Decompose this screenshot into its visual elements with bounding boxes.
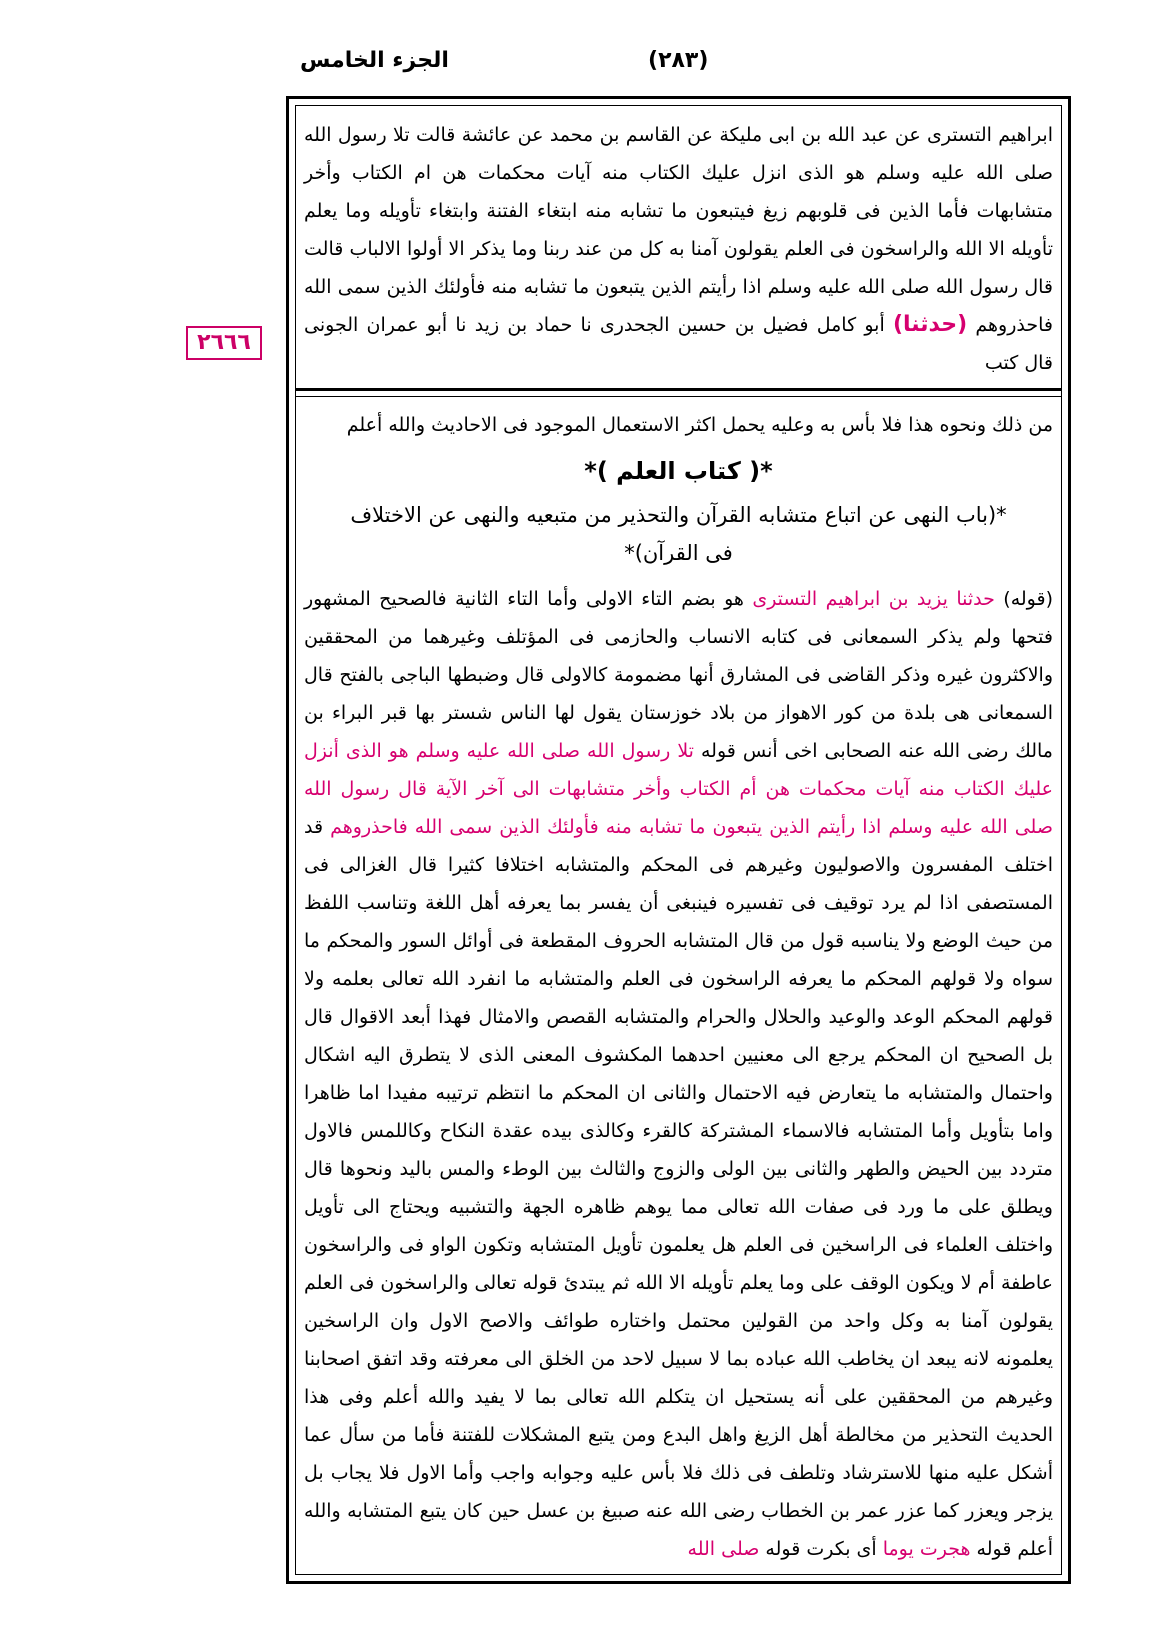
hadith-quote: تلا رسول الله صلى الله عليه وسلم هو الذى أنزل عليك الكتاب منه آيات محكمات هن أم الكتاب وأخر متشابهات الى آخر الآية قال رسول الله صلى الله عليه وسلم اذا رأيتم الذين يتبعون ما تشابه منه فأولئك الذين سمى الله فاحذروهم [304, 740, 1053, 838]
commentary-text-1: هو بضم التاء الاولى وأما التاء الثانية فالصحيح المشهور فتحها ولم يذكر السمعانى فى كتابه الانساب والحازمى فى المؤتلف وغيرهما من المحققين والاكثرون غيره وذكر القاضى فى المشارق أنها مضمومة كالاولى قال وضبطها الباجى بالفتح قال السمعانى هى بلدة من كور الاهواز من بلاد خوزستان يقول لها الناس شستر بها قبر البراء بن مالك رضى الله عنه الصحابى اخى أنس قوله [304, 588, 1053, 762]
commentary-paragraph [304, 580, 1053, 1568]
section-divider-thin [296, 396, 1061, 397]
commentary-text-3: أى بكرت قوله [759, 1538, 883, 1560]
haddathana-marker: (حدثنا) [892, 312, 968, 337]
section-divider-thick [296, 388, 1061, 391]
commentary-intro: من ذلك ونحوه هذا فلا بأس به وعليه يحمل اكثر الاستعمال الموجود فى الاحاديث والله أعلم [346, 414, 1053, 436]
bab-heading: *(باب النهى عن اتباع متشابه القرآن والتحذير من متبعيه والنهى عن الاختلاف فى القرآن)* [350, 503, 1007, 565]
hadith-text: ابراهيم التسترى عن عبد الله بن ابى مليكة عن القاسم بن محمد عن عائشة قالت تلا رسول الله صلى الله عليه وسلم هو الذى انزل عليك الكتاب منه آيات محكمات هن ام الكتاب وأخر متشابهات فأما الذين فى قلوبهم زيغ فيتبعون ما تشابه منه ابتغاء الفتنة وابتغاء تأويله وما يعلم تأويله الا الله والراسخون فى العلم يقولون آمنا به كل من عند ربنا وما يذكر الا أولوا الالباب قالت قال رسول الله صلى الله عليه وسلم اذا رأيتم الذين يتبعون ما تشابه منه فأولئك الذين سمى الله فاحذروهم [304, 124, 1053, 336]
hadith-isnad: أبو كامل فضيل بن حسين الجحدرى نا حماد بن زيد نا أبو عمران الجونى قال كتب [304, 314, 1053, 374]
page-frame-inner [295, 105, 1062, 1575]
narrator-name: حدثنا يزيد بن ابراهيم التسترى [752, 588, 995, 610]
commentary-section [304, 406, 1053, 1568]
quoted-phrase-hajart: هجرت يوما [882, 1538, 971, 1560]
hadith-number-badge: ٢٦٦٦ [186, 326, 262, 360]
quoted-phrase-end: صلى الله [687, 1538, 760, 1560]
hadith-text-section [304, 116, 1053, 378]
qawluhu-marker: (قوله) [994, 588, 1053, 610]
kitab-heading: *( كتاب العلم )* [584, 457, 773, 485]
page-number: (٢٨٣) [648, 48, 709, 73]
page-frame [286, 96, 1071, 1584]
running-header-part: الجزء الخامس [300, 48, 449, 73]
commentary-text-2: قد اختلف المفسرون والاصوليون وغيرهم فى المحكم والمتشابه اختلافا كثيرا قال الغزالى فى المستصفى اذا لم يرد توقيف فى تفسيره فينبغى أن يفسر بما يعرفه أهل اللغة وتناسب اللفظ من حيث الوضع ولا يناسبه قول من قال المتشابه الحروف المقطعة فى أوائل السور والمحكم ما سواه ولا قولهم المحكم ما يعرفه الراسخون فى العلم والمتشابه ما انفرد الله تعالى بعلمه ولا قولهم المحكم الوعد والوعيد والحلال والحرام والمتشابه القصص والامثال فهذا أبعد الاقوال قال بل الصحيح ان المحكم يرجع الى معنيين احدهما المكشوف المعنى الذى لا يتطرق اليه اشكال واحتمال والمتشابه ما يتعارض فيه الاحتمال والثانى ان المحكم ما انتظم ترتيبه مفيدا اما ظاهرا واما بتأويل وأما المتشابه فالاسماء المشتركة كالقرء وكالذى بيده عقدة النكاح وكاللمس فالاول متردد بين الحيض والطهر والثانى بين الولى والزوج والثالث بين الوطء والمس باليد ونحوها قال ويطلق على ما ورد فى صفات الله تعالى مما يوهم ظاهره الجهة والتشبيه ويحتاج الى تأويل واختلف العلماء فى الراسخين فى العلم هل يعلمون تأويل المتشابه وتكون الواو فى والراسخون عاطفة أم لا ويكون الوقف على وما يعلم تأويله الا الله ثم يبتدئ قوله تعالى والراسخون فى العلم يقولون آمنا به وكل واحد من القولين محتمل واختاره طوائف والاصح الاول وان الراسخين يعلمونه لانه يبعد ان يخاطب الله عباده بما لا سبيل لاحد من الخلق الى معرفته وقد اتفق اصحابنا وغيرهم من المحققين على أنه يستحيل ان يتكلم الله تعالى بما لا يفيد والله أعلم وفى هذا الحديث التحذير من مخالطة أهل الزيغ واهل البدع ومن يتبع المشكلات للفتنة فأما من سأل عما أشكل عليه منها للاسترشاد وتلطف فى ذلك فلا بأس عليه وجوابه واجب وأما الاول فلا يجاب بل يزجر ويعزر كما عزر عمر بن الخطاب رضى الله عنه صبيغ بن عسل حين كان يتبع المتشابه والله أعلم قوله [304, 816, 1053, 1560]
